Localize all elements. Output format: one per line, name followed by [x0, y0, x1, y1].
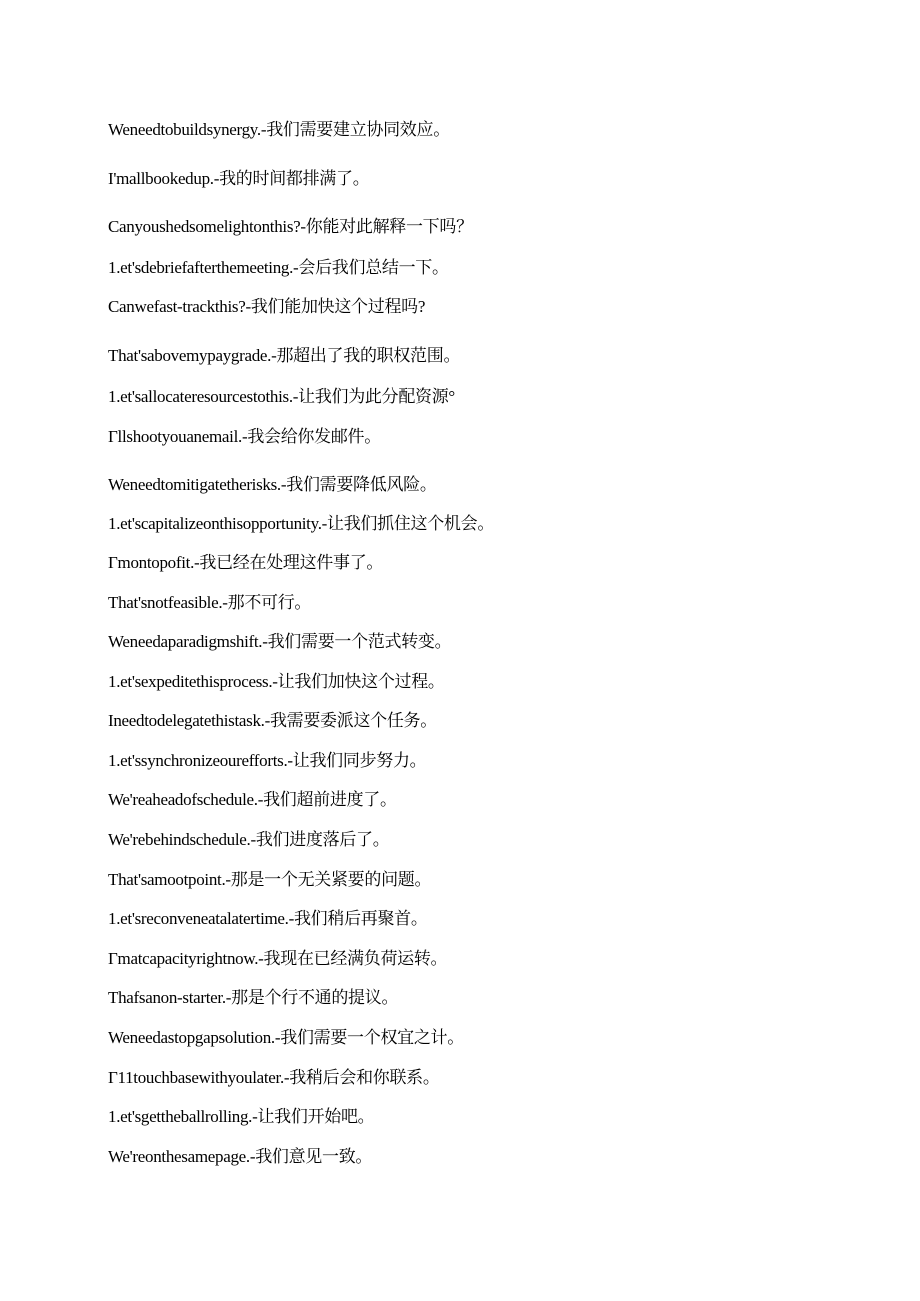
phrase-line: Γmatcapacityrightnow.-我现在已经满负荷运转。	[108, 949, 448, 968]
phrase-line: Canwefast-trackthis?-我们能加快这个过程吗?	[108, 297, 426, 316]
phrase-line: 1.et'sexpeditethisprocess.-让我们加快这个过程。	[108, 672, 445, 691]
phrase-line: Γmontopofit.-我已经在处理这件事了。	[108, 553, 384, 572]
phrase-line: Canyoushedsomelightonthis?-你能对此解释一下吗？	[108, 217, 473, 236]
phrase-line: That'sabovemypaygrade.-那超出了我的职权范围。	[108, 346, 461, 365]
phrase-line: That'snotfeasible.-那不可行。	[108, 593, 312, 612]
phrase-line: 1.et'sgettheballrolling.-让我们开始吧。	[108, 1107, 375, 1126]
phrase-line: Γllshootyouanemail.-我会给你发邮件。	[108, 427, 381, 446]
phrase-line: We'rebehindschedule.-我们进度落后了。	[108, 830, 390, 849]
phrase-line: I'mallbookedup.-我的时间都排满了。	[108, 169, 370, 188]
phrase-line: 1.et'ssynchronizeourefforts.-让我们同步努力。	[108, 751, 427, 770]
phrase-line: Thafsanon-starter.-那是个行不通的提议。	[108, 988, 399, 1007]
phrase-line: That'samootpoint.-那是一个无关紧要的问题。	[108, 870, 432, 889]
phrase-line: Weneedtomitigatetherisks.-我们需要降低风险。	[108, 475, 437, 494]
phrase-line: 1.et'scapitalizeonthisopportunity.-让我们抓住这个机会。	[108, 514, 495, 533]
phrase-line: Weneedaparadigmshift.-我们需要一个范式转变。	[108, 632, 452, 651]
phrase-line: 1.et'sreconveneatalatertime.-我们稍后再聚首。	[108, 909, 428, 928]
phrase-line: Γ11touchbasewithyoulater.-我稍后会和你联系。	[108, 1068, 440, 1087]
phrase-line: We'reonthesamepage.-我们意见一致。	[108, 1147, 373, 1166]
phrase-line: Weneedastopgapsolution.-我们需要一个权宜之计。	[108, 1028, 464, 1047]
phrase-line: Ineedtodelegatethistask.-我需要委派这个任务。	[108, 711, 437, 730]
phrase-line: 1.et'sallocateresourcestothis.-让我们为此分配资源°	[108, 387, 455, 406]
phrase-line: We'reaheadofschedule.-我们超前进度了。	[108, 790, 397, 809]
phrase-line: Weneedtobuildsynergy.-我们需要建立协同效应。	[108, 120, 450, 139]
phrase-line: 1.et'sdebriefafterthemeeting.-会后我们总结一下。	[108, 258, 449, 277]
